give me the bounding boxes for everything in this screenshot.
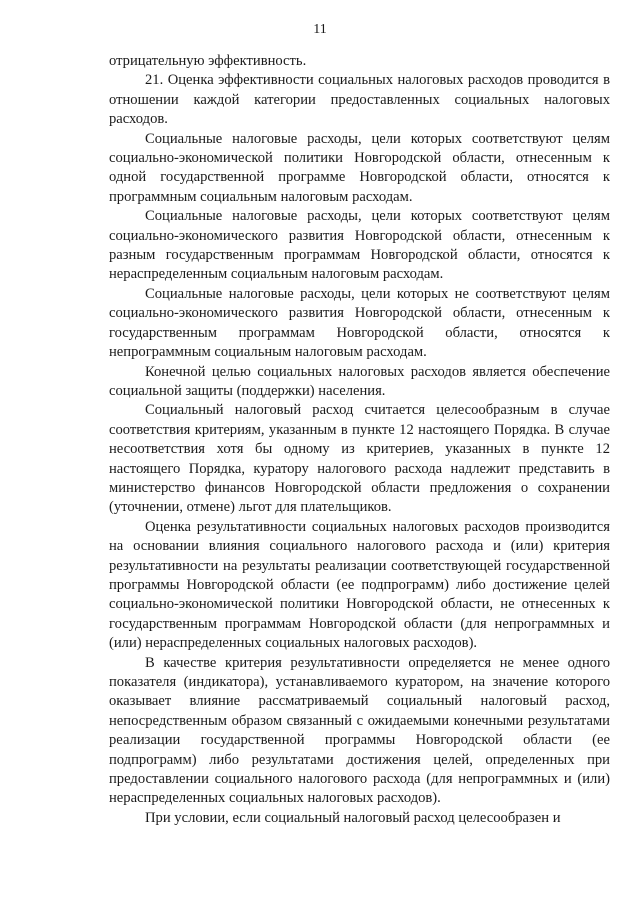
paragraph-non-programmatic-expenses: Социальные налоговые расходы, цели которых не соответствуют целям социально-экономического развития Новгородской области, отнесенным к государственным программам Новгородской области, относятся к непрограммным социальным налоговым расходам. (109, 285, 610, 361)
document-body (109, 52, 610, 828)
paragraph-effectiveness-criterion: В качестве критерия результативности определяется не менее одного показателя (индикатора), устанавливаемого куратором, на значение которого оказывает влияние рассматриваемый социальный налоговый расход, непосредственным образом связанный с ожидаемыми конечными результатами реализации государственной программы Новгородской области (ее подпрограмм) либо результатами достижения целей, определенных при предоставлении социального налогового расхода (для непрограммных и (или) нераспределенных социальных налоговых расходов). (109, 654, 610, 807)
paragraph-continuation: отрицательную эффективность. (109, 53, 307, 69)
page-number: 11 (313, 22, 327, 37)
paragraph-clause-21: 21. Оценка эффективности социальных налоговых расходов проводится в отношении каждой категории предоставленных социальных налоговых расходов. (109, 72, 610, 128)
paragraph-unallocated-expenses: Социальные налоговые расходы, цели которых соответствуют целям социально-экономического развития Новгородской области, отнесенным к разным государственным программам Новгородской области, относятся к нераспределенным социальным налоговым расходам. (109, 208, 610, 283)
paragraph-final-goal: Конечной целью социальных налоговых расходов является обеспечение социальной защиты (поддержки) населения. (109, 363, 610, 399)
paragraph-programmatic-expenses: Социальные налоговые расходы, цели которых соответствуют целям социально-экономической политики Новгородской области, отнесенным к одной государственной программе Новгородской области, относятся к программным социальным налоговым расходам. (109, 130, 610, 205)
paragraph-condition: При условии, если социальный налоговый расход целесообразен и (145, 809, 561, 826)
paragraph-expediency: Социальный налоговый расход считается целесообразным в случае соответствия критериям, указанным в пункте 12 настоящего Порядка. В случае несоответствия хотя бы одному из критериев, указанных в пункте 12 настоящего Порядка, куратору налогового расхода надлежит представить в министерство финансов Новгородской области предложения о сохранении (уточнении, отмене) льгот для плательщиков. (109, 402, 610, 516)
paragraph-effectiveness-assessment: Оценка результативности социальных налоговых расходов производится на основании влияния социального налогового расхода и (или) критерия результативности на результаты реализации соответствующей государственной программы Новгородской области (ее подпрограмм) либо достижение целей социально-экономической политики Новгородской области, не отнесенных к государственным программам Новгородской области (для непрограммных и (или) нераспределенных социальных налоговых расходов). (109, 518, 610, 652)
